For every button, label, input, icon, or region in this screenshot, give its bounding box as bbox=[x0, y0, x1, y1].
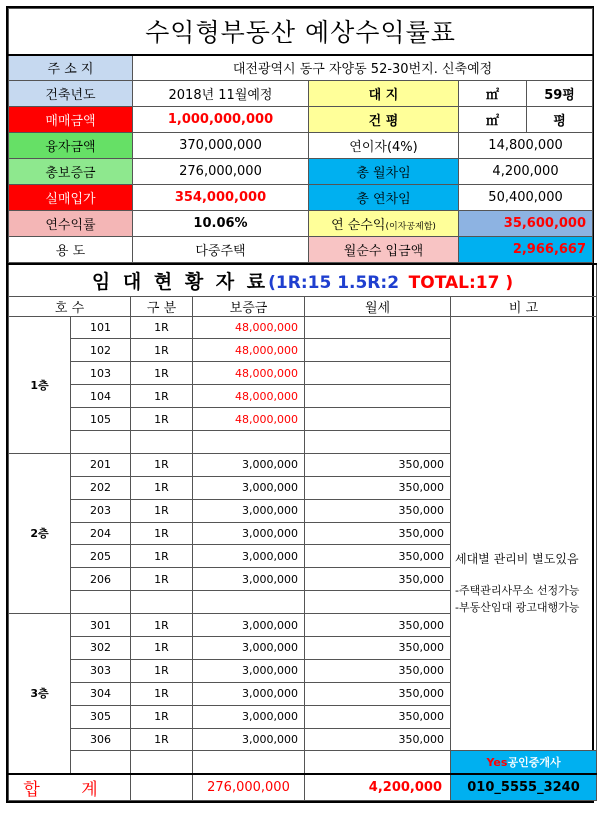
unit-deposit: 3,000,000 bbox=[193, 728, 305, 751]
unit-rent: 350,000 bbox=[305, 614, 451, 637]
rent-header: 월세 bbox=[305, 296, 451, 316]
unit-rent: 350,000 bbox=[305, 499, 451, 522]
loan-label: 융자금액 bbox=[9, 133, 133, 159]
loan-value: 370,000,000 bbox=[133, 133, 309, 159]
rental-total-count: TOTAL:17 ) bbox=[408, 272, 514, 293]
building-unit: ㎡ bbox=[459, 107, 527, 133]
unit-type: 1R bbox=[131, 659, 193, 682]
year-value: 2018년 11월예정 bbox=[133, 81, 309, 107]
unit-deposit: 48,000,000 bbox=[193, 385, 305, 408]
net-label-text: 연 순수익 bbox=[331, 218, 386, 233]
unit-rent bbox=[305, 591, 451, 614]
unit-rent bbox=[305, 385, 451, 408]
unit-deposit bbox=[193, 751, 305, 774]
rental-body bbox=[9, 316, 597, 774]
remark-header: 비 고 bbox=[451, 296, 597, 316]
unit-type: 1R bbox=[131, 614, 193, 637]
yield-value: 10.06% bbox=[133, 211, 309, 237]
remark-cell bbox=[451, 316, 597, 751]
unit-rent: 350,000 bbox=[305, 568, 451, 591]
monthly-label: 총 월차임 bbox=[309, 159, 459, 185]
unit-deposit: 48,000,000 bbox=[193, 339, 305, 362]
unit-deposit: 48,000,000 bbox=[193, 408, 305, 431]
use-label: 용 도 bbox=[9, 237, 133, 263]
unit-no: 204 bbox=[71, 522, 131, 545]
unit-rent: 350,000 bbox=[305, 682, 451, 705]
address-label: 주 소 지 bbox=[9, 55, 133, 81]
floor-label: 3층 bbox=[9, 614, 71, 774]
address-value: 대전광역시 동구 자양동 52-30번지. 신축예정 bbox=[133, 55, 593, 81]
land-label: 대 지 bbox=[309, 81, 459, 107]
unit-type: 1R bbox=[131, 453, 193, 476]
unit-type: 1R bbox=[131, 316, 193, 339]
unit-deposit: 3,000,000 bbox=[193, 499, 305, 522]
remark-management-fee: 세대별 관리비 별도있음 bbox=[455, 551, 579, 566]
unit-rent bbox=[305, 408, 451, 431]
agent-name: 공인중개사 bbox=[507, 756, 561, 770]
unit-rent: 350,000 bbox=[305, 453, 451, 476]
unit-no: 202 bbox=[71, 476, 131, 499]
unit-rent: 350,000 bbox=[305, 476, 451, 499]
income-table bbox=[6, 6, 594, 803]
unit-rent: 350,000 bbox=[305, 728, 451, 751]
summary-table bbox=[8, 8, 593, 263]
unit-type: 1R bbox=[131, 362, 193, 385]
unit-type: 1R bbox=[131, 522, 193, 545]
unit-rent bbox=[305, 362, 451, 385]
unit-no: 303 bbox=[71, 659, 131, 682]
unit-no: 203 bbox=[71, 499, 131, 522]
unit-no: 102 bbox=[71, 339, 131, 362]
deposit-label: 총보증금 bbox=[9, 159, 133, 185]
type-header: 구 분 bbox=[131, 296, 193, 316]
monthly-value: 4,200,000 bbox=[459, 159, 593, 185]
unit-type: 1R bbox=[131, 568, 193, 591]
table-row bbox=[9, 316, 597, 339]
interest-value: 14,800,000 bbox=[459, 133, 593, 159]
unit-rent: 350,000 bbox=[305, 522, 451, 545]
unit-no: 305 bbox=[71, 705, 131, 728]
net-label bbox=[309, 211, 459, 237]
unit-deposit: 3,000,000 bbox=[193, 659, 305, 682]
unit-no: 105 bbox=[71, 408, 131, 431]
monthly-net-label: 월순수 입금액 bbox=[309, 237, 459, 263]
unit-no: 302 bbox=[71, 636, 131, 659]
unit-type: 1R bbox=[131, 705, 193, 728]
rental-table bbox=[8, 263, 597, 801]
rental-room-count: (1R:15 1.5R:2 bbox=[268, 272, 400, 293]
unit-rent: 350,000 bbox=[305, 705, 451, 728]
unit-deposit: 3,000,000 bbox=[193, 545, 305, 568]
unit-no: 201 bbox=[71, 453, 131, 476]
unit-type: 1R bbox=[131, 545, 193, 568]
unit-type: 1R bbox=[131, 499, 193, 522]
use-value: 다중주택 bbox=[133, 237, 309, 263]
price-value: 1,000,000,000 bbox=[133, 107, 309, 133]
unit-type: 1R bbox=[131, 339, 193, 362]
unit-no: 103 bbox=[71, 362, 131, 385]
unit-no: 301 bbox=[71, 614, 131, 637]
rental-title: 임 대 현 황 자 료 bbox=[91, 270, 269, 293]
unit-rent: 350,000 bbox=[305, 659, 451, 682]
total-label: 합 계 bbox=[9, 774, 131, 801]
unit-rent bbox=[305, 751, 451, 774]
unit-deposit: 48,000,000 bbox=[193, 362, 305, 385]
unit-header: 호 수 bbox=[9, 296, 131, 316]
unit-no: 306 bbox=[71, 728, 131, 751]
table-row bbox=[9, 751, 597, 774]
year-label: 건축년도 bbox=[9, 81, 133, 107]
unit-deposit: 3,000,000 bbox=[193, 453, 305, 476]
unit-type bbox=[131, 591, 193, 614]
unit-type: 1R bbox=[131, 385, 193, 408]
unit-no bbox=[71, 430, 131, 453]
annual-label: 총 연차임 bbox=[309, 185, 459, 211]
unit-no: 304 bbox=[71, 682, 131, 705]
unit-type bbox=[131, 430, 193, 453]
agent-name-cell bbox=[451, 751, 597, 774]
unit-deposit: 3,000,000 bbox=[193, 614, 305, 637]
unit-deposit: 3,000,000 bbox=[193, 705, 305, 728]
unit-no bbox=[71, 591, 131, 614]
land-unit: ㎡ bbox=[459, 81, 527, 107]
actual-value: 354,000,000 bbox=[133, 185, 309, 211]
agent-yes: Yes bbox=[486, 756, 508, 770]
unit-type: 1R bbox=[131, 682, 193, 705]
deposit-header: 보증금 bbox=[193, 296, 305, 316]
deposit-value: 276,000,000 bbox=[133, 159, 309, 185]
yield-label: 연수익률 bbox=[9, 211, 133, 237]
unit-type: 1R bbox=[131, 728, 193, 751]
unit-deposit: 3,000,000 bbox=[193, 636, 305, 659]
unit-rent bbox=[305, 430, 451, 453]
total-rent: 4,200,000 bbox=[305, 774, 451, 801]
unit-no bbox=[71, 751, 131, 774]
total-deposit: 276,000,000 bbox=[193, 774, 305, 801]
actual-label: 실매입가 bbox=[9, 185, 133, 211]
land-pyeong: 59평 bbox=[527, 81, 593, 107]
building-pyeong: 평 bbox=[527, 107, 593, 133]
annual-value: 50,400,000 bbox=[459, 185, 593, 211]
unit-deposit: 3,000,000 bbox=[193, 568, 305, 591]
unit-deposit: 3,000,000 bbox=[193, 682, 305, 705]
unit-deposit bbox=[193, 430, 305, 453]
unit-type: 1R bbox=[131, 636, 193, 659]
net-value: 35,600,000 bbox=[459, 211, 593, 237]
unit-no: 104 bbox=[71, 385, 131, 408]
unit-no: 206 bbox=[71, 568, 131, 591]
interest-label: 연이자(4%) bbox=[309, 133, 459, 159]
total-type bbox=[131, 774, 193, 801]
remark-ad-service: -부동산임대 광고대행가능 bbox=[455, 600, 580, 614]
page-title: 수익형부동산 예상수익률표 bbox=[9, 9, 593, 55]
unit-rent: 350,000 bbox=[305, 545, 451, 568]
floor-label: 1층 bbox=[9, 316, 71, 453]
floor-label: 2층 bbox=[9, 453, 71, 613]
net-note: (이자공제함) bbox=[385, 222, 436, 232]
unit-deposit: 3,000,000 bbox=[193, 522, 305, 545]
unit-rent bbox=[305, 316, 451, 339]
unit-no: 205 bbox=[71, 545, 131, 568]
building-label: 건 평 bbox=[309, 107, 459, 133]
unit-no: 101 bbox=[71, 316, 131, 339]
unit-rent bbox=[305, 339, 451, 362]
rental-section-title bbox=[9, 264, 597, 296]
unit-rent: 350,000 bbox=[305, 636, 451, 659]
remark-management-office: -주택관리사무소 선정가능 bbox=[455, 583, 580, 597]
unit-deposit: 48,000,000 bbox=[193, 316, 305, 339]
monthly-net-value: 2,966,667 bbox=[459, 237, 593, 263]
unit-deposit: 3,000,000 bbox=[193, 476, 305, 499]
agent-phone: 010_5555_3240 bbox=[451, 774, 597, 801]
unit-deposit bbox=[193, 591, 305, 614]
price-label: 매매금액 bbox=[9, 107, 133, 133]
unit-type bbox=[131, 751, 193, 774]
unit-type: 1R bbox=[131, 476, 193, 499]
unit-type: 1R bbox=[131, 408, 193, 431]
